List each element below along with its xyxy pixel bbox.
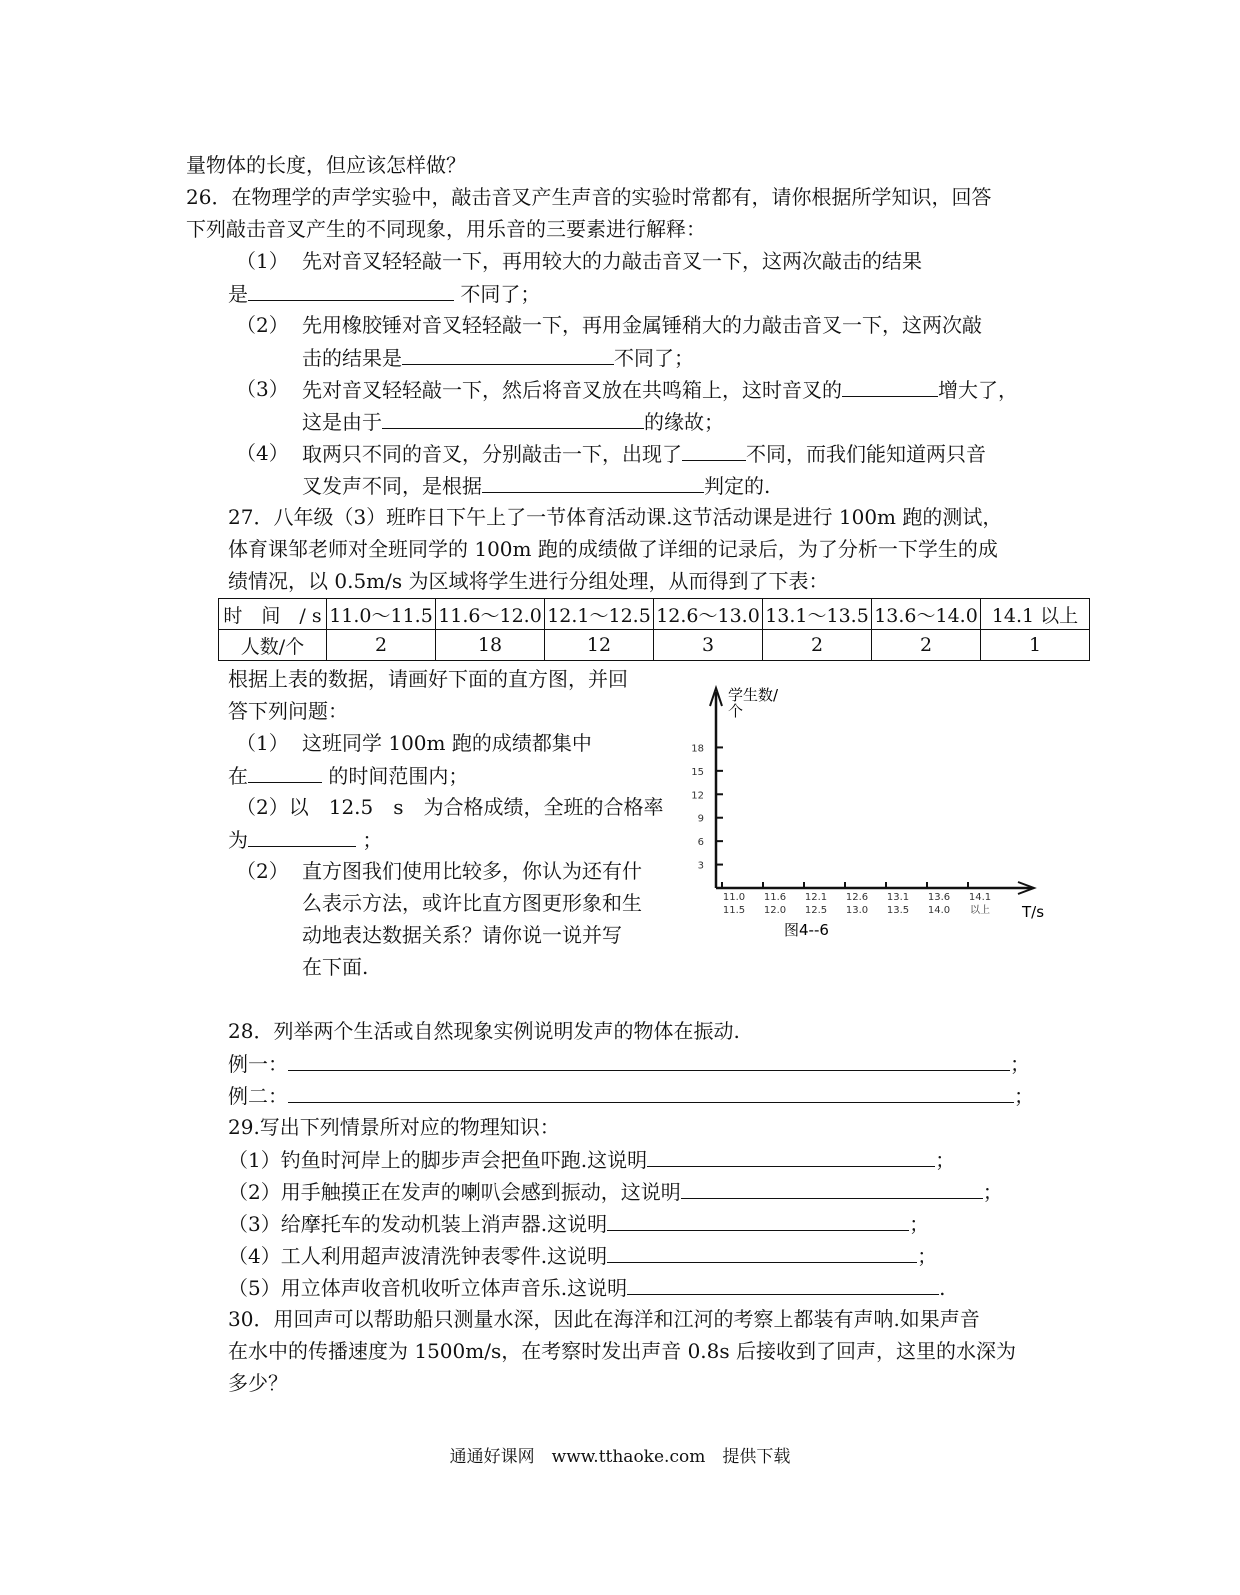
q27-stem-2: 体育课邹老师对全班同学的 100m 跑的成绩做了详细的记录后，为了分析一下学生的成	[228, 537, 998, 561]
table-row	[219, 630, 1090, 661]
answer-blank[interactable]	[682, 440, 746, 461]
table-cell: 时 间 / s	[219, 599, 327, 630]
q27-s1-num: （1）	[236, 731, 289, 755]
q29-stem: 29.写出下列情景所对应的物理知识：	[228, 1115, 560, 1139]
table-cell: 11.0～11.5	[327, 599, 436, 630]
q26-p3-text: 先对音叉轻轻敲一下，然后将音叉放在共鸣箱上，这时音叉的 增大了，	[302, 378, 1018, 402]
q27-s1-text: 这班同学 100m 跑的成绩都集中	[302, 731, 592, 755]
table-cell: 12.6～13.0	[654, 599, 763, 630]
prev-question-tail: 量物体的长度，但应该怎样做？	[186, 153, 466, 177]
q26-p4-num: （4）	[236, 441, 289, 465]
x-tick-label: 11.0	[722, 892, 746, 903]
table-cell: 13.6～14.0	[872, 599, 981, 630]
q26-p4-text: 取两只不同的音叉，分别敲击一下，出现了 不同，而我们能知道两只音	[302, 442, 986, 466]
table-cell: 人数/个	[219, 630, 327, 661]
answer-blank[interactable]	[482, 472, 704, 493]
x-tick-label: 14.1	[968, 892, 992, 903]
answer-blank[interactable]	[382, 408, 644, 429]
q30-line-2: 在水中的传播速度为 1500m/s，在考察时发出声音 0.8s 后接收到了回声，这里的水深为	[228, 1339, 1017, 1363]
q29-item-1: （1）钓鱼时河岸上的脚步声会把鱼吓跑.这说明 ；	[228, 1148, 956, 1172]
q30-line-3: 多少？	[228, 1371, 288, 1395]
q26-stem-2: 下列敲击音叉产生的不同现象，用乐音的三要素进行解释：	[186, 217, 706, 241]
answer-blank[interactable]	[288, 1050, 1010, 1071]
answer-blank[interactable]	[248, 762, 322, 783]
q29-item-4: （4）工人利用超声波清洗钟表零件.这说明 ；	[228, 1244, 938, 1268]
table-cell: 11.6～12.0	[436, 599, 545, 630]
y-tick-label: 18	[691, 743, 704, 755]
q26-p1-num: （1）	[236, 249, 289, 273]
table-cell: 14.1 以上	[981, 599, 1090, 630]
y-axis-label-unit: 个	[728, 702, 744, 720]
answer-blank[interactable]	[607, 1242, 917, 1263]
q26-p3-line2: 这是由于 的缘故；	[302, 410, 724, 434]
q27-s2-line2: 为 ；	[228, 828, 383, 852]
answer-blank[interactable]	[681, 1178, 983, 1199]
answer-blank[interactable]	[248, 826, 356, 847]
q29-item-3: （3）给摩托车的发动机装上消声器.这说明 ；	[228, 1212, 930, 1236]
answer-blank[interactable]	[607, 1210, 909, 1231]
q28-stem: 28．列举两个生活或自然现象实例说明发声的物体在振动.	[228, 1019, 740, 1043]
answer-blank[interactable]	[402, 344, 614, 365]
q26-p1-line2: 是 不同了；	[228, 282, 541, 306]
q27-s2-text: （2）以 12.5 s 为合格成绩，全班的合格率	[236, 795, 664, 819]
table-cell: 12	[545, 630, 654, 661]
chart-layer	[691, 686, 1044, 939]
x-tick-label: 11.6	[763, 892, 787, 903]
answer-blank[interactable]	[647, 1146, 935, 1167]
q27-stem-3: 绩情况，以 0.5m/s 为区域将学生进行分组处理，从而得到了下表：	[228, 569, 829, 593]
q26-p2-line2: 击的结果是 不同了；	[302, 346, 694, 370]
q28-example-2: 例二： ；	[228, 1084, 1034, 1108]
table-cell: 2	[327, 630, 436, 661]
table-cell: 2	[763, 630, 872, 661]
q27-s3-line4: 在下面.	[302, 955, 369, 979]
x-tick-label: 12.0	[763, 905, 787, 916]
q27-s3-num: （2）	[236, 859, 289, 883]
q27-after-2: 答下列问题：	[228, 699, 348, 723]
table-cell: 13.1～13.5	[763, 599, 872, 630]
y-tick-label: 3	[697, 860, 704, 872]
x-tick-label: 12.6	[845, 892, 869, 903]
q27-s3-line2: 么表示方法，或许比直方图更形象和生	[302, 891, 642, 915]
x-tick-label: 13.6	[927, 892, 951, 903]
table-row	[219, 599, 1090, 630]
q26-p1-text: 先对音叉轻轻敲一下，再用较大的力敲击音叉一下，这两次敲击的结果	[302, 249, 922, 273]
q26-p4-line2: 叉发声不同，是根据 判定的.	[302, 474, 771, 498]
q29-item-5: （5）用立体声收音机收听立体声音乐.这说明 .	[228, 1276, 946, 1300]
x-tick-label: 12.1	[804, 892, 828, 903]
answer-blank[interactable]	[842, 376, 938, 397]
q28-example-1: 例一： ；	[228, 1052, 1030, 1076]
q26-stem: 26．在物理学的声学实验中，敲击音叉产生声音的实验时常都有，请你根据所学知识，回答	[186, 185, 992, 209]
q30-line-1: 30．用回声可以帮助船只测量水深，因此在海洋和江河的考察上都装有声呐.如果声音	[228, 1307, 980, 1331]
x-tick-label: 以上	[970, 905, 990, 916]
q27-s3-line3: 动地表达数据关系？请你说一说并写	[302, 923, 622, 947]
y-tick-label: 15	[691, 766, 704, 778]
q27-stem: 27．八年级（3）班昨日下午上了一节体育活动课.这节活动课是进行 100m 跑的测试，	[228, 505, 1003, 529]
x-tick-label: 13.0	[845, 905, 869, 916]
chart-caption: 图4--6	[784, 921, 829, 939]
answer-blank[interactable]	[627, 1274, 939, 1295]
y-tick-label: 6	[697, 837, 704, 849]
table-cell: 3	[654, 630, 763, 661]
x-axis-label: T/s	[1022, 903, 1045, 921]
table-cell: 18	[436, 630, 545, 661]
y-axis-label: 学生数/	[728, 686, 779, 704]
x-tick-label: 13.1	[886, 892, 910, 903]
q26-p2-num: （2）	[236, 313, 289, 337]
q29-item-2: （2）用手触摸正在发声的喇叭会感到振动，这说明 ；	[228, 1180, 1003, 1204]
histogram-chart	[680, 680, 1060, 950]
q27-s1-line2: 在 的时间范围内；	[228, 764, 469, 788]
answer-blank[interactable]	[248, 280, 454, 301]
footer: 通通好课网 www.tthaoke.com 提供下载	[449, 1447, 791, 1467]
x-tick-label: 13.5	[886, 905, 910, 916]
q26-p3-num: （3）	[236, 377, 289, 401]
x-tick-label: 12.5	[804, 905, 828, 916]
x-tick-label: 11.5	[722, 905, 746, 916]
table-cell: 1	[981, 630, 1090, 661]
score-table	[218, 598, 1090, 661]
q27-after: 根据上表的数据，请画好下面的直方图，并回	[228, 667, 628, 691]
q27-s3-text: 直方图我们使用比较多，你认为还有什	[302, 859, 642, 883]
q26-p2-text: 先用橡胶锤对音叉轻轻敲一下，再用金属锤稍大的力敲击音叉一下，这两次敲	[302, 313, 982, 337]
y-tick-label: 12	[691, 790, 704, 802]
answer-blank[interactable]	[288, 1082, 1014, 1103]
table-cell: 12.1～12.5	[545, 599, 654, 630]
x-tick-label: 14.0	[927, 905, 951, 916]
table-cell: 2	[872, 630, 981, 661]
y-tick-label: 9	[697, 813, 704, 825]
